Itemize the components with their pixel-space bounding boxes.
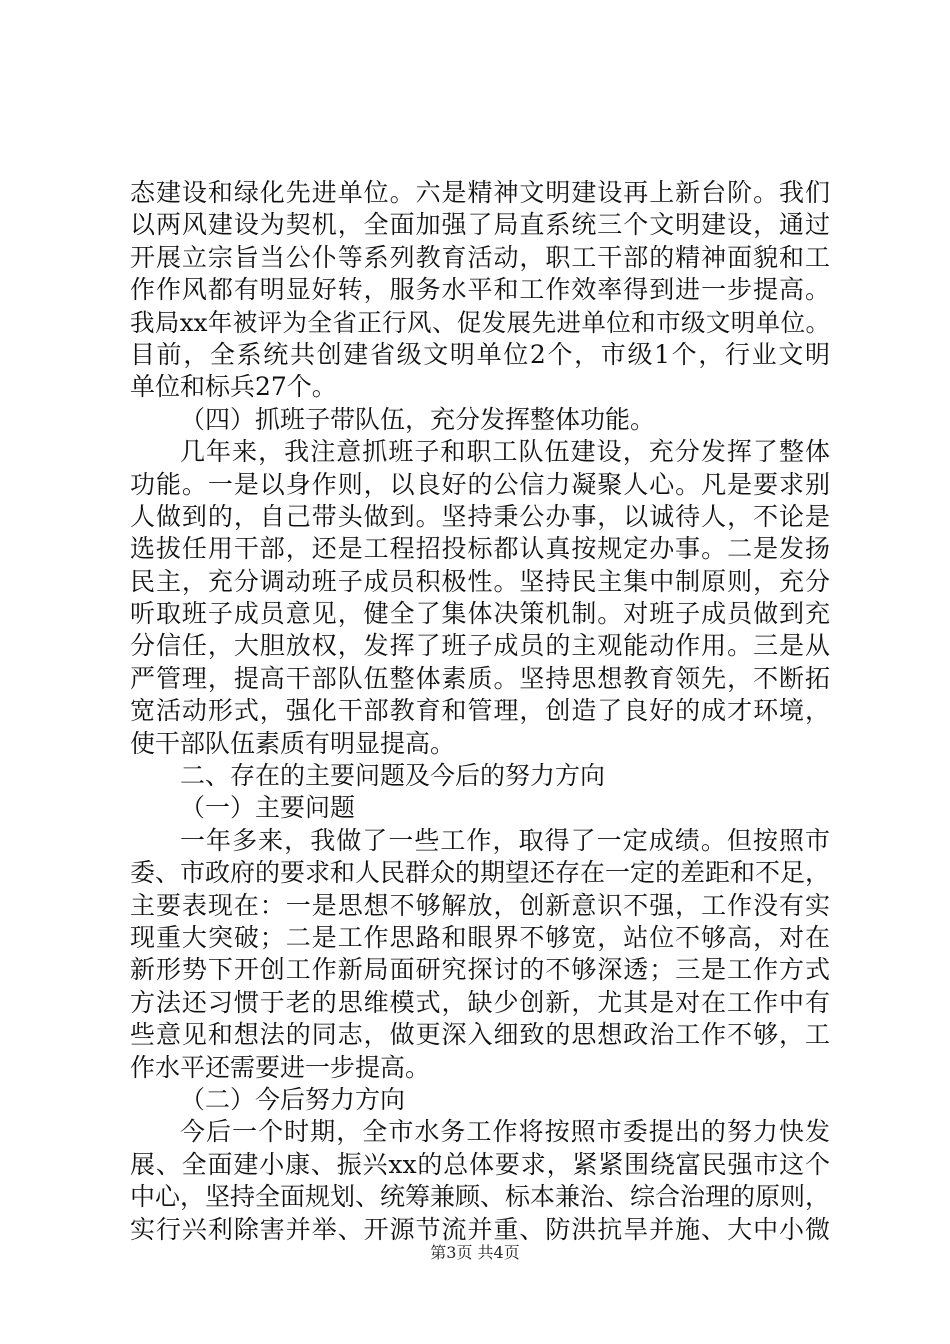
text-line: 人做到的，自己带头做到。坚持秉公办事，以诚待人，不论是: [130, 501, 830, 531]
text-line: 实行兴利除害并举、开源节流并重、防洪抗旱并施、大中小微: [130, 1214, 830, 1244]
text-line: 方法还习惯于老的思维模式，缺少创新，尤其是对在工作中有: [130, 987, 830, 1017]
text-line: 严管理，提高干部队伍整体素质。坚持思想教育领先，不断拓: [130, 663, 830, 693]
text-line: 一年多来，我做了一些工作，取得了一定成绩。但按照市: [180, 825, 830, 855]
text-line: 使干部队伍素质有明显提高。: [130, 728, 456, 758]
text-line: 委、市政府的要求和人民群众的期望还存在一定的差距和不足，: [130, 858, 830, 888]
text-line: 二、存在的主要问题及今后的努力方向: [180, 761, 606, 791]
document-body: [130, 177, 830, 1246]
text-line: 主要表现在：一是思想不够解放，创新意识不强，工作没有实: [130, 890, 830, 920]
text-line: 民主，充分调动班子成员积极性。坚持民主集中制原则，充分: [130, 566, 830, 596]
text-line: 中心，坚持全面规划、统筹兼顾、标本兼治、综合治理的原则，: [130, 1182, 830, 1212]
text-line: 单位和标兵27个。: [130, 372, 337, 402]
text-line: （四）抓班子带队伍，充分发挥整体功能。: [180, 404, 656, 434]
text-line: 听取班子成员意见，健全了集体决策机制。对班子成员做到充: [130, 599, 830, 629]
text-line: 作作风都有明显好转，服务水平和工作效率得到进一步提高。: [130, 275, 830, 305]
text-line: 展、全面建小康、振兴xx的总体要求，紧紧围绕富民强市这个: [130, 1149, 830, 1179]
text-line: 态建设和绿化先进单位。六是精神文明建设再上新台阶。我们: [130, 178, 830, 207]
text-line: （二）今后努力方向: [180, 1084, 406, 1114]
text-line: 我局xx年被评为全省正行风、促发展先进单位和市级文明单位。: [130, 307, 830, 337]
text-line: 以两风建设为契机，全面加强了局直系统三个文明建设，通过: [130, 210, 830, 240]
text-line: 几年来，我注意抓班子和职工队伍建设，充分发挥了整体: [180, 437, 830, 467]
text-line: 分信任，大胆放权，发挥了班子成员的主观能动作用。三是从: [130, 631, 830, 661]
text-line: 作水平还需要进一步提高。: [130, 1052, 431, 1082]
text-line: 功能。一是以身作则，以良好的公信力凝聚人心。凡是要求别: [130, 469, 830, 499]
text-line: 开展立宗旨当公仆等系列教育活动，职工干部的精神面貌和工: [130, 242, 830, 272]
page-footer: 第3页 共4页: [430, 1243, 520, 1262]
text-line: （一）主要问题: [180, 793, 356, 823]
text-line: 目前，全系统共创建省级文明单位2个，市级1个，行业文明: [130, 339, 830, 369]
text-line: 新形势下开创工作新局面研究探讨的不够深透；三是工作方式: [130, 955, 830, 985]
text-line: 今后一个时期，全市水务工作将按照市委提出的努力快发: [180, 1117, 830, 1147]
text-line: 些意见和想法的同志，做更深入细致的思想政治工作不够，工: [130, 1020, 830, 1050]
text-line: 现重大突破；二是工作思路和眼界不够宽，站位不够高，对在: [130, 922, 830, 952]
text-line: 选拔任用干部，还是工程招投标都认真按规定办事。二是发扬: [130, 534, 830, 564]
text-line: 宽活动形式，强化干部教育和管理，创造了良好的成才环境，: [130, 696, 830, 726]
